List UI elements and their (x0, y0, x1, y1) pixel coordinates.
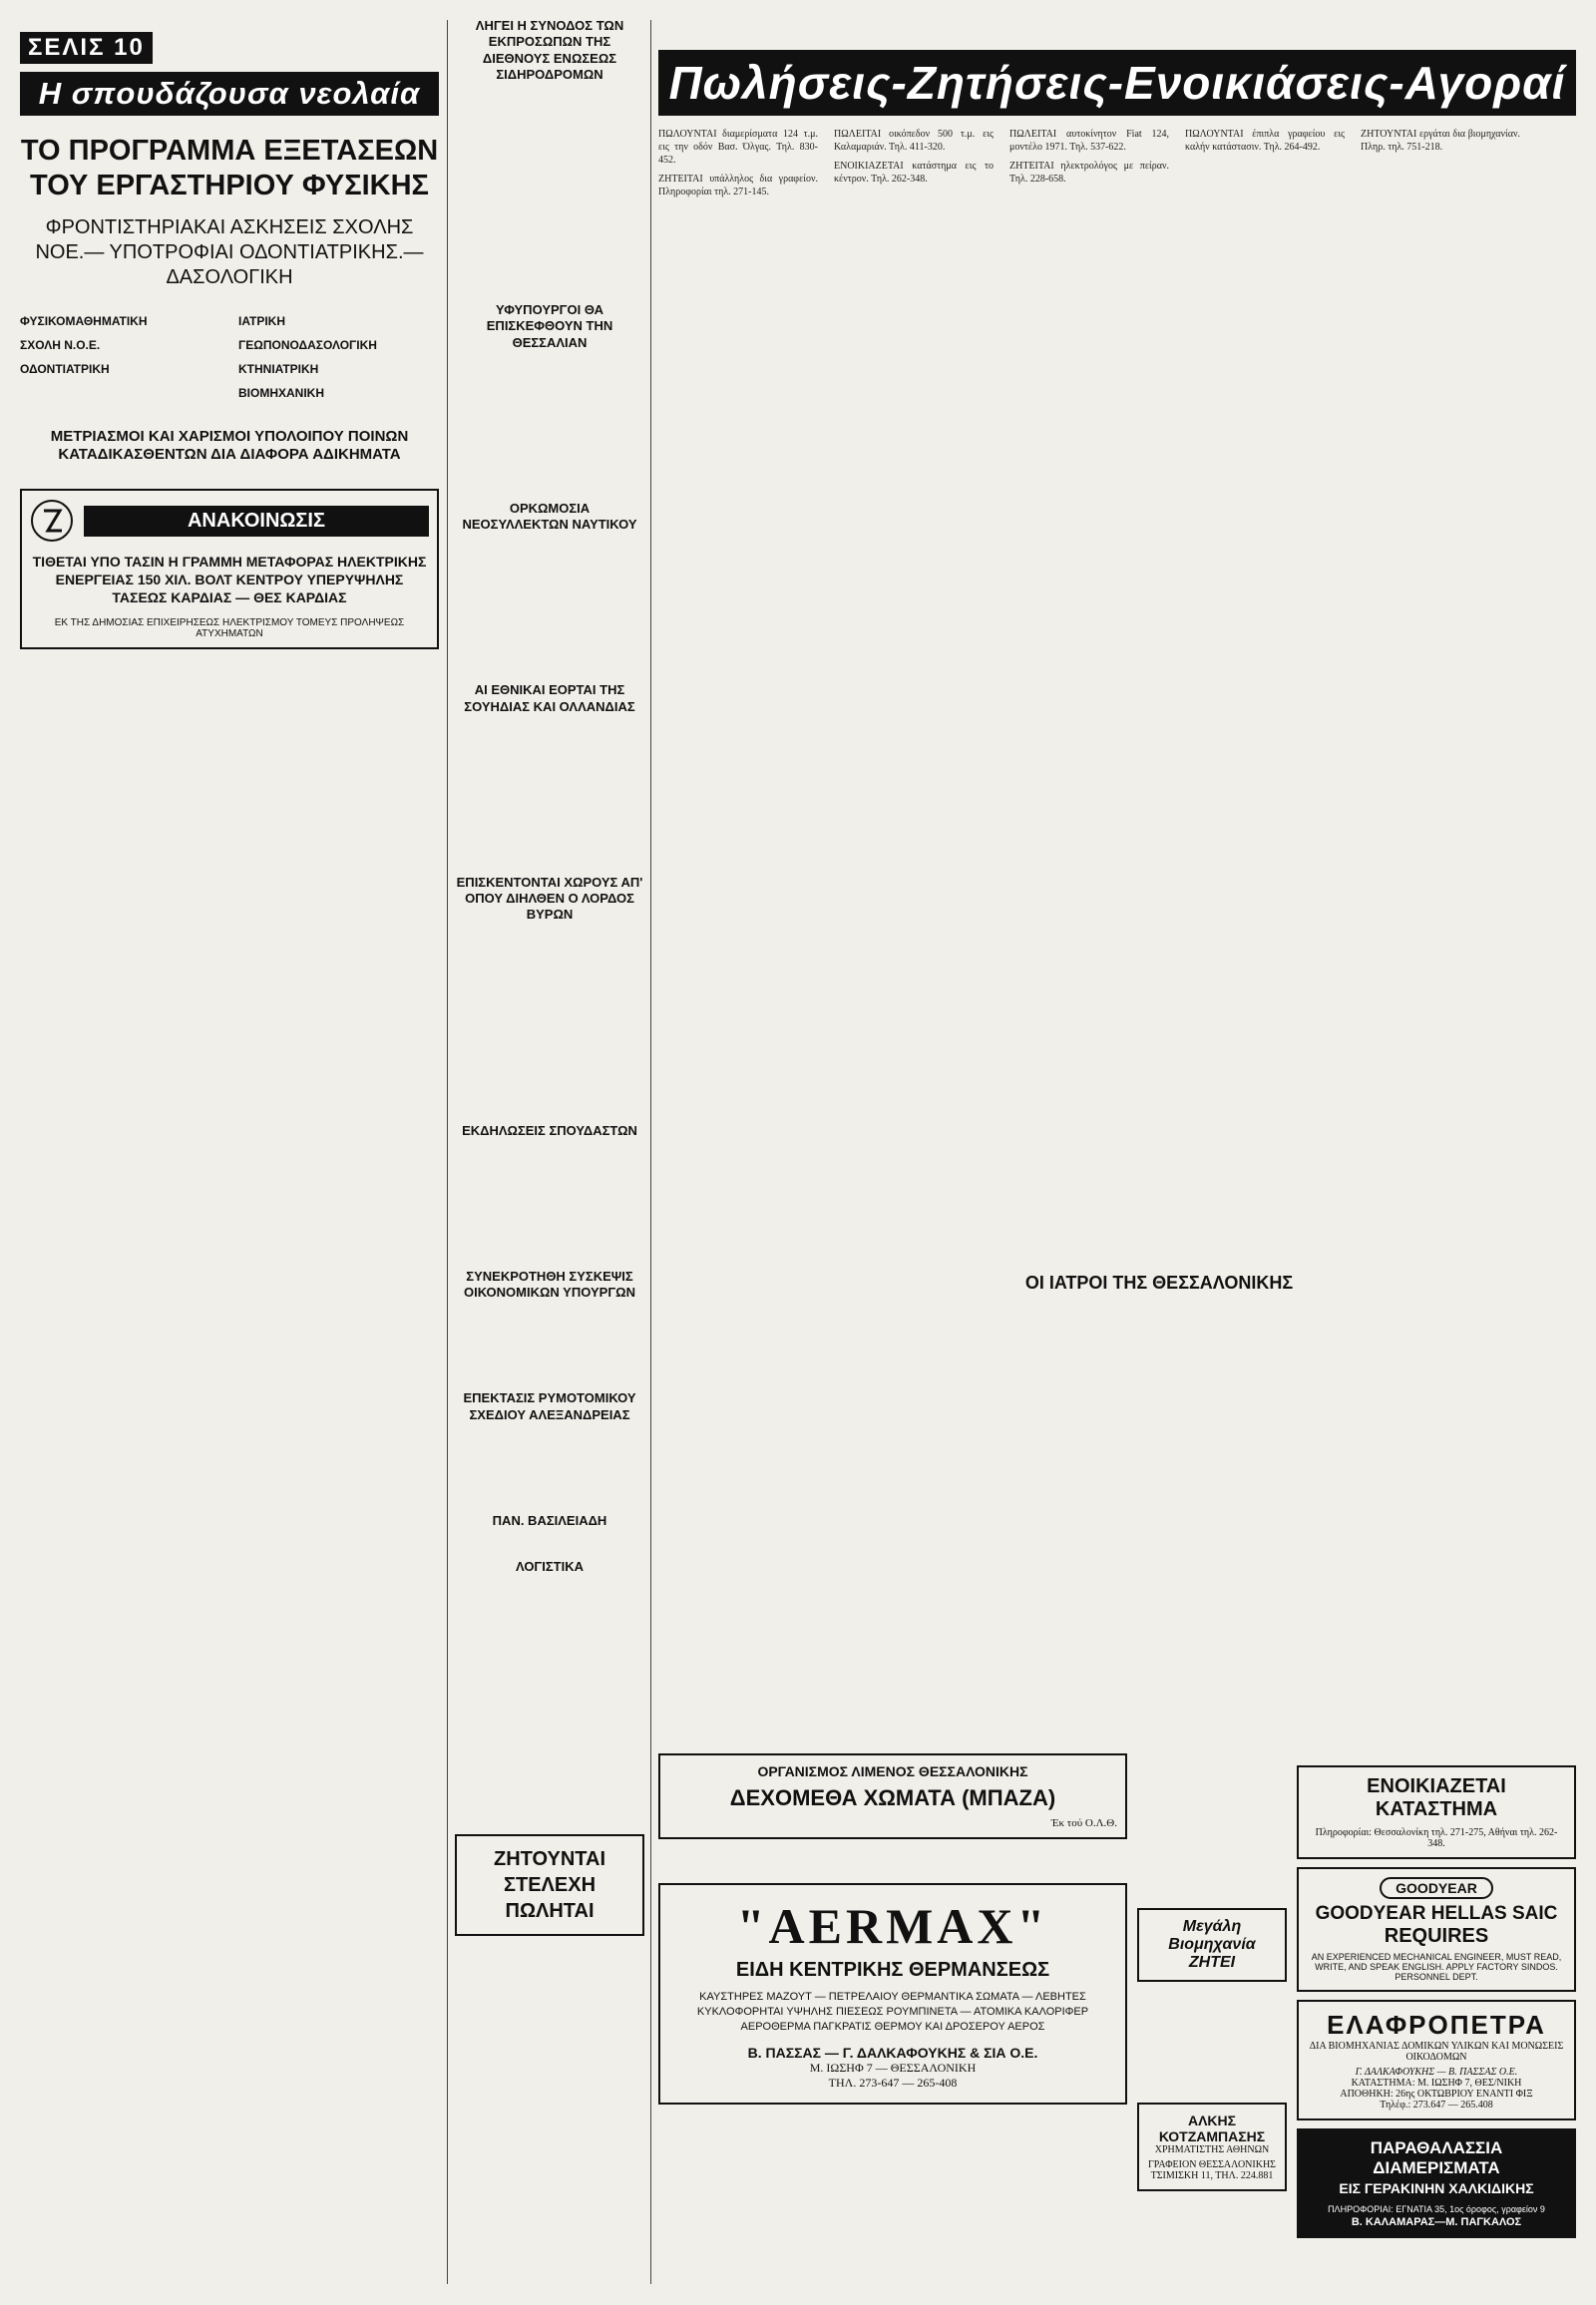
section-heading: ΓΕΩΠΟΝΟΔΑΣΟΛΟΓΙΚΗ (238, 337, 377, 352)
article-col-2 (238, 304, 438, 404)
seaside-title: ΠΑΡΑΘΑΛΑΣΣΙΑ ΔΙΑΜΕΡΙΣΜΑΤΑ (1370, 2138, 1503, 2177)
sub-headline: ΦΡΟΝΤΙΣΤΗΡΙΑΚΑΙ ΑΣΚΗΣΕΙΣ ΣΧΟΛΗΣ ΝΟΕ.— ΥΠΟΤΡΟΦΙΑΙ ΟΔΟΝΤΙΑΤΡΙΚΗΣ.— ΔΑΣΟΛΟΓΙΚΗ (35, 215, 424, 288)
pumice-store: ΚΑΤΑΣΤΗΜΑ: Μ. ΙΩΣΗΦ 7, ΘΕΣ/ΝΙΚΗ (1351, 2078, 1522, 2089)
rent-shop-ad (1297, 1765, 1576, 1859)
aermax-tagline: ΕΙΔΗ ΚΕΝΤΡΙΚΗΣ ΘΕΡΜΑΝΣΕΩΣ (735, 1959, 1050, 1981)
aermax-dealer: Β. ΠΑΣΣΑΣ — Γ. ΔΑΛΚΑΦΟΥΚΗΣ & ΣΙΑ Ο.Ε. (747, 2044, 1038, 2061)
column-divider (650, 20, 651, 2284)
right-ads-column (1297, 1765, 1576, 2238)
news-headline: ΠΑΝ. ΒΑΣΙΛΕΙΑΔΗ (492, 1512, 607, 1528)
port-ad (658, 1753, 1127, 1839)
column-divider (447, 20, 448, 2284)
classified-col (1009, 128, 1169, 204)
classified-entry: ΠΩΛΟΥΝΤΑΙ διαμερίσματα 124 τ.μ. εις την οδόν Βασ. Όλγας. Τηλ. 830-452. (658, 129, 818, 166)
classified-banner: Πωλήσεις-Ζητήσεις-Ενοικιάσεις-Αγοραί (658, 50, 1576, 116)
rent-shop-title: ΕΝΟΙΚΙΑΖΕΤΑΙ ΚΑΤΑΣΤΗΜΑ (1367, 1775, 1506, 1820)
section-heading: ΙΑΤΡΙΚΗ (238, 313, 286, 328)
news-headline: ΛΗΓΕΙ Η ΣΥΝΟΔΟΣ ΤΩΝ ΕΚΠΡΟΣΩΠΩΝ ΤΗΣ ΔΙΕΘΝΟΥΣ ΕΝΩΣΕΩΣ ΣΙΔΗΡΟΔΡΟΜΩΝ (475, 18, 624, 82)
industry-ad (1137, 1908, 1287, 1982)
pumice-ad (1297, 2000, 1576, 2120)
broker-name: ΑΛΚΗΣ ΚΟΤΖΑΜΠΑΣΗΣ (1158, 2113, 1266, 2144)
article-columns (20, 304, 439, 404)
section-heading: ΚΤΗΝΙΑΤΡΙΚΗ (238, 361, 319, 376)
broker-office: ΓΡΑΦΕΙΟΝ ΘΕΣΣΑΛΟΝΙΚΗΣ ΤΣΙΜΙΣΚΗ 11, ΤΗΛ. 224.881 (1147, 2159, 1276, 2181)
dei-logo-icon (30, 499, 74, 543)
broker-role: ΧΡΗΜΑΤΙΣΤΗΣ ΑΘΗΝΩΝ (1154, 2144, 1270, 2155)
seaside-subtitle: ΕΙΣ ΓΕΡΑΚΙΝΗΝ ΧΑΛΚΙΔΙΚΗΣ (1339, 2180, 1534, 2196)
news-headline: ΕΠΕΚΤΑΣΙΣ ΡΥΜΟΤΟΜΙΚΟΥ ΣΧΕΔΙΟΥ ΑΛΕΞΑΝΔΡΕΙΑΣ (463, 1390, 636, 1422)
news-headline: ΥΦΥΠΟΥΡΓΟΙ ΘΑ ΕΠΙΣΚΕΦΘΟΥΝ ΤΗΝ ΘΕΣΣΑΛΙΑΝ (486, 302, 613, 350)
goodyear-requires: REQUIRES (1384, 1925, 1489, 1947)
masthead (20, 32, 439, 64)
classified-entry: ΠΩΛΟΥΝΤΑΙ έπιπλα γραφείου εις καλήν κατάστασιν. Τηλ. 264-492. (1185, 129, 1345, 153)
aermax-phone: ΤΗΛ. 273-647 — 265-408 (828, 2075, 958, 2090)
page-number-logo: ΣΕΛΙΣ 10 (20, 32, 153, 64)
pumice-subtitle: ΔΙΑ ΒΙΟΜΗΧΑΝΙΑΣ ΔΟΜΙΚΩΝ ΥΛΙΚΩΝ ΚΑΙ ΜΟΝΩΣΕΙΣ ΟΙΚΟΔΟΜΩΝ (1309, 2041, 1564, 2063)
section-banner: Η σπουδάζουσα νεολαία (20, 72, 439, 116)
rent-shop-phone: Πληροφορίαι: Θεσσαλονίκη τηλ. 271-275, Αθήναι τηλ. 262-348. (1315, 1827, 1558, 1849)
left-column (20, 0, 439, 657)
aermax-address: Μ. ΙΩΣΗΦ 7 — ΘΕΣΣΑΛΟΝΙΚΗ (809, 2060, 977, 2075)
classified-columns (658, 128, 1576, 204)
announcement-headline: ΤΙΘΕΤΑΙ ΥΠΟ ΤΑΣΙΝ Η ΓΡΑΜΜΗ ΜΕΤΑΦΟΡΑΣ ΗΛΕΚΤΡΙΚΗΣ ΕΝΕΡΓΕΙΑΣ 150 ΧΙΛ. ΒΟΛΤ ΚΕΝΤΡΟΥ ΥΠΕΡΥΨΗΛΗΣ ΤΑΣΕΩΣ ΚΑΡΔΙΑΣ — ΘΕΣ ΚΑΡΔΙΑΣ (32, 554, 427, 606)
industry-ad-title: Μεγάλη Βιομηχανία ΖΗΤΕΙ (1168, 1918, 1256, 1971)
section-heading: ΒΙΟΜΗΧΑΝΙΚΗ (238, 385, 324, 400)
seaside-ad (1297, 2128, 1576, 2238)
port-ad-subtitle: ΔΕΧΟΜΕΘΑ ΧΩΜΑΤΑ (ΜΠΑΖΑ) (729, 1785, 1056, 1810)
classified-entry: ΕΝΟΙΚΙΑΖΕΤΑΙ κατάστημα εις το κέντρον. Τηλ. 262-348. (834, 161, 994, 185)
sales-staff-ad (455, 1834, 644, 1936)
classified-entry: ΖΗΤΕΙΤΑΙ ηλεκτρολόγος με πείραν. Τηλ. 228-658. (1009, 161, 1169, 185)
pumice-title: ΕΛΑΦΡΟΠΕΤΡΑ (1327, 2010, 1546, 2040)
main-headline: ΤΟ ΠΡΟΓΡΑΜΜΑ ΕΞΕΤΑΣΕΩΝ ΤΟΥ ΕΡΓΑΣΤΗΡΙΟΥ ΦΥΣΙΚΗΣ (20, 135, 439, 201)
goodyear-title: GOODYEAR HELLAS SAIC (1315, 1903, 1558, 1924)
seaside-contact: Β. ΚΑΛΑΜΑΡΑΣ—Μ. ΠΑΓΚΑΛΟΣ (1351, 2216, 1522, 2228)
classified-entry: ΠΩΛΕΙΤΑΙ οικόπεδον 500 τ.μ. εις Καλαμαριάν. Τηλ. 411-320. (834, 129, 994, 153)
classified-entry: ΠΩΛΕΙΤΑΙ αυτοκίνητον Fiat 124, μοντέλο 1971. Τηλ. 537-622. (1009, 129, 1169, 153)
classified-col (1185, 128, 1345, 204)
pumice-depot: ΑΠΟΘΗΚΗ: 26ης ΟΚΤΩΒΡΙΟΥ ΕΝΑΝΤΙ ΦΙΞ (1340, 2089, 1533, 2100)
classified-col (1361, 128, 1520, 204)
goodyear-ad (1297, 1867, 1576, 1992)
section-heading: ΦΥΣΙΚΟΜΑΘΗΜΑΤΙΚΗ (20, 313, 148, 328)
goodyear-logo-text: GOODYEAR (1380, 1877, 1493, 1899)
seaside-info: ΠΛΗΡΟΦΟΡΙΑΙ: ΕΓΝΑΤΙΑ 35, 1ος όροφος, γραφείον 9 (1328, 2204, 1545, 2214)
lower-headline: ΜΕΤΡΙΑΣΜΟΙ ΚΑΙ ΧΑΡΙΣΜΟΙ ΥΠΟΛΟΙΠΟΥ ΠΟΙΝΩΝ ΚΑΤΑΔΙΚΑΣΘΕΝΤΩΝ ΔΙΑ ΔΙΑΦΟΡΑ ΑΔΙΚΗΜΑΤΑ (50, 427, 409, 464)
section-heading: ΟΔΟΝΤΙΑΤΡΙΚΗ (20, 361, 110, 376)
article-col-1 (20, 304, 224, 404)
news-headline: ΣΥΝΕΚΡΟΤΗΘΗ ΣΥΣΚΕΨΙΣ ΟΙΚΟΝΟΜΙΚΩΝ ΥΠΟΥΡΓΩΝ (464, 1268, 635, 1300)
broker-ad (1137, 2103, 1287, 2191)
port-ad-title: ΟΡΓΑΝΙΣΜΟΣ ΛΙΜΕΝΟΣ ΘΕΣΣΑΛΟΝΙΚΗΣ (757, 1763, 1028, 1779)
aermax-name: "AERMAX" (736, 1898, 1049, 1954)
aermax-ad (658, 1883, 1127, 2105)
section-heading: ΣΧΟΛΗ Ν.Ο.Ε. (20, 337, 101, 352)
classified-entry: ΖΗΤΟΥΝΤΑΙ εργάται δια βιομηχανίαν. Πληρ. τηλ. 751-218. (1361, 129, 1520, 153)
news-headline: ΑΙ ΕΘΝΙΚΑΙ ΕΟΡΤΑΙ ΤΗΣ ΣΟΥΗΔΙΑΣ ΚΑΙ ΟΛΛΑΝΔΙΑΣ (464, 682, 635, 714)
classified-entry: ΖΗΤΕΙΤΑΙ υπάλληλος δια γραφείον. Πληροφορίαι τηλ. 271-145. (658, 174, 818, 197)
sales-staff-ad-title: ΖΗΤΟΥΝΤΑΙ ΣΤΕΛΕΧΗ ΠΩΛΗΤΑΙ (493, 1848, 606, 1923)
pumice-dealer: Γ. ΔΑΛΚΑΦΟΥΚΗΣ — Β. ΠΑΣΣΑΣ Ο.Ε. (1355, 2067, 1518, 2078)
goodyear-logo (1307, 1877, 1566, 1899)
pumice-phone: Τηλέφ.: 273.647 — 265.408 (1380, 2100, 1493, 2111)
classified-col (658, 128, 818, 204)
news-headline: ΕΚΔΗΛΩΣΕΙΣ ΣΠΟΥΔΑΣΤΩΝ (462, 1122, 637, 1138)
classified-col (834, 128, 994, 204)
goodyear-body: AN EXPERIENCED MECHANICAL ENGINEER, MUST READ, WRITE, AND SPEAK ENGLISH. APPLY FACTORY SINDOS. PERSONNEL DEPT. (1311, 1952, 1562, 1982)
news-column (455, 0, 644, 1944)
announcement-footer: ΕΚ ΤΗΣ ΔΗΜΟΣΙΑΣ ΕΠΙΧΕΙΡΗΣΕΩΣ ΗΛΕΚΤΡΙΣΜΟΥ ΤΟΜΕΥΣ ΠΡΟΛΗΨΕΩΣ ΑΤΥΧΗΜΑΤΩΝ (54, 616, 405, 639)
announcement-box (20, 489, 439, 649)
aermax-products: ΚΑΥΣΤΗΡΕΣ ΜΑΖΟΥΤ — ΠΕΤΡΕΛΑΙΟΥ ΘΕΡΜΑΝΤΙΚΑ ΣΩΜΑΤΑ — ΛΕΒΗΤΕΣ ΚΥΚΛΟΦΟΡΗΤΑΙ ΥΨΗΛΗΣ ΠΙΕΣΕΩΣ ΡΟΥΜΠΙΝΕΤΑ — ΑΤΟΜΙΚΑ ΚΑΛΟΡΙΦΕΡ ΑΕΡΟΘΕΡΜΑ ΠΑΓΚΡΑΤΙΣ ΘΕΡΜΟΥ ΚΑΙ ΔΡΟΣΕΡΟΥ ΑΕΡΟΣ (696, 1991, 1089, 2033)
news-headline: ΛΟΓΙΣΤΙΚΑ (516, 1559, 584, 1574)
news-headline: ΟΡΚΩΜΟΣΙΑ ΝΕΟΣΥΛΛΕΚΤΩΝ ΝΑΥΤΙΚΟΥ (462, 500, 637, 532)
announcement-header (30, 499, 429, 543)
announcement-title: ΑΝΑΚΟΙΝΩΣΙΣ (84, 506, 429, 537)
port-ad-signature: Έκ τού Ο.Λ.Θ. (1050, 1817, 1117, 1829)
news-headline: ΕΠΙΣΚΕΝΤΟΝΤΑΙ ΧΩΡΟΥΣ ΑΠ' ΟΠΟΥ ΔΙΗΛΘΕΝ Ο ΛΟΡΔΟΣ ΒΥΡΩΝ (456, 874, 643, 923)
doctors-title: ΟΙ ΙΑΤΡΟΙ ΤΗΣ ΘΕΣΣΑΛΟΝΙΚΗΣ (1024, 1273, 1294, 1293)
